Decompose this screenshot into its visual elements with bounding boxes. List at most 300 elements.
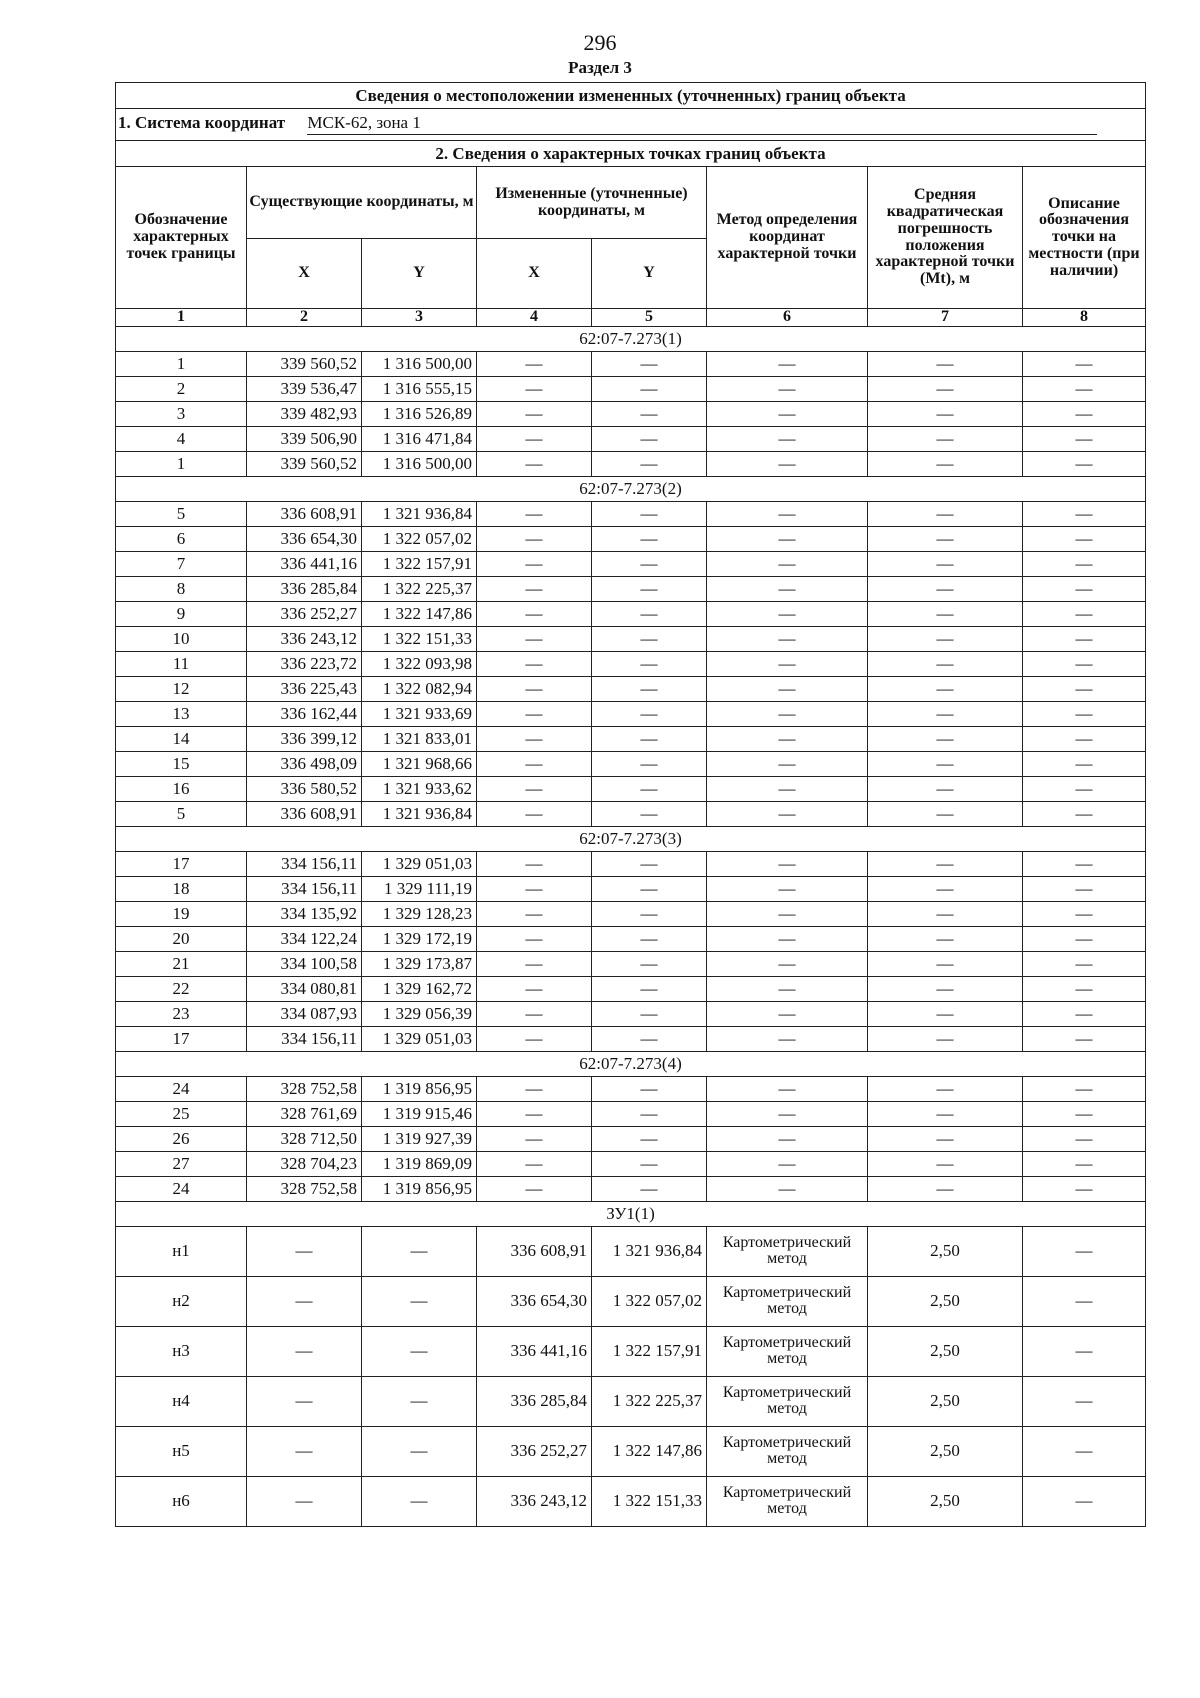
dash-cell: — <box>477 1076 592 1101</box>
existing-y: 1 322 147,86 <box>362 601 477 626</box>
existing-y: 1 316 526,89 <box>362 401 477 426</box>
column-number: 8 <box>1023 309 1146 327</box>
existing-x: 339 560,52 <box>247 451 362 476</box>
existing-y: 1 319 856,95 <box>362 1076 477 1101</box>
dash-cell: — <box>1023 1176 1146 1201</box>
existing-y: 1 319 927,39 <box>362 1126 477 1151</box>
dash-cell: — <box>477 776 592 801</box>
existing-y: 1 319 915,46 <box>362 1101 477 1126</box>
point-id: 24 <box>116 1176 247 1201</box>
dash-cell: — <box>362 1226 477 1276</box>
existing-x: 328 752,58 <box>247 1176 362 1201</box>
existing-x: 336 223,72 <box>247 651 362 676</box>
dash-cell: — <box>592 701 707 726</box>
dash-cell: — <box>247 1326 362 1376</box>
changed-y: 1 322 057,02 <box>592 1276 707 1326</box>
point-id: 2 <box>116 376 247 401</box>
dash-cell: — <box>868 351 1023 376</box>
existing-y: 1 329 162,72 <box>362 976 477 1001</box>
dash-cell: — <box>707 551 868 576</box>
existing-y: 1 329 172,19 <box>362 926 477 951</box>
dash-cell: — <box>362 1476 477 1526</box>
point-id: 19 <box>116 901 247 926</box>
table-row <box>116 851 1146 876</box>
point-id: 9 <box>116 601 247 626</box>
point-id: н1 <box>116 1226 247 1276</box>
group-name: 62:07-7.273(4) <box>116 1051 1146 1076</box>
table-row <box>116 626 1146 651</box>
dash-cell: — <box>477 1176 592 1201</box>
dash-cell: — <box>592 901 707 926</box>
points-title: 2. Сведения о характерных точках границ объекта <box>116 141 1146 167</box>
dash-cell: — <box>1023 1076 1146 1101</box>
table-row <box>116 701 1146 726</box>
dash-cell: — <box>707 751 868 776</box>
dash-cell: — <box>592 726 707 751</box>
dash-cell: — <box>1023 951 1146 976</box>
dash-cell: — <box>477 626 592 651</box>
dash-cell: — <box>1023 976 1146 1001</box>
group-row <box>116 826 1146 851</box>
dash-cell: — <box>1023 401 1146 426</box>
dash-cell: — <box>247 1226 362 1276</box>
method: Картометрический метод <box>707 1326 868 1376</box>
group-name: 62:07-7.273(2) <box>116 476 1146 501</box>
point-id: 5 <box>116 801 247 826</box>
existing-y: 1 322 082,94 <box>362 676 477 701</box>
dash-cell: — <box>707 401 868 426</box>
dash-cell: — <box>1023 1376 1146 1426</box>
existing-x: 334 122,24 <box>247 926 362 951</box>
dash-cell: — <box>592 1026 707 1051</box>
dash-cell: — <box>707 1026 868 1051</box>
existing-x: 328 752,58 <box>247 1076 362 1101</box>
existing-x: 339 536,47 <box>247 376 362 401</box>
point-id: 15 <box>116 751 247 776</box>
table-row <box>116 601 1146 626</box>
dash-cell: — <box>477 501 592 526</box>
table-row <box>116 576 1146 601</box>
dash-cell: — <box>477 526 592 551</box>
dash-cell: — <box>707 901 868 926</box>
point-id: 11 <box>116 651 247 676</box>
header-y-existing: Y <box>362 239 477 309</box>
dash-cell: — <box>477 651 592 676</box>
table-row <box>116 526 1146 551</box>
dash-cell: — <box>592 776 707 801</box>
existing-y: 1 316 500,00 <box>362 451 477 476</box>
dash-cell: — <box>477 876 592 901</box>
dash-cell: — <box>1023 1126 1146 1151</box>
mean-error: 2,50 <box>868 1226 1023 1276</box>
page-number: 296 <box>583 30 617 55</box>
existing-x: 339 560,52 <box>247 351 362 376</box>
table-row <box>116 451 1146 476</box>
dash-cell: — <box>1023 876 1146 901</box>
header-x-existing: X <box>247 239 362 309</box>
existing-x: 336 399,12 <box>247 726 362 751</box>
table-row <box>116 751 1146 776</box>
existing-x: 336 498,09 <box>247 751 362 776</box>
header-existing-coords: Существующие координаты, м <box>247 167 477 239</box>
dash-cell: — <box>707 1001 868 1026</box>
dash-cell: — <box>707 376 868 401</box>
point-id: 23 <box>116 1001 247 1026</box>
existing-y: 1 329 051,03 <box>362 851 477 876</box>
point-id: 16 <box>116 776 247 801</box>
dash-cell: — <box>592 1151 707 1176</box>
dash-cell: — <box>1023 1226 1146 1276</box>
table-row <box>116 926 1146 951</box>
dash-cell: — <box>592 551 707 576</box>
coord-system-row <box>116 109 1146 141</box>
dash-cell: — <box>592 851 707 876</box>
table-row <box>116 651 1146 676</box>
dash-cell: — <box>247 1476 362 1526</box>
dash-cell: — <box>592 426 707 451</box>
dash-cell: — <box>477 451 592 476</box>
existing-x: 336 162,44 <box>247 701 362 726</box>
dash-cell: — <box>707 626 868 651</box>
dash-cell: — <box>592 951 707 976</box>
existing-x: 336 252,27 <box>247 601 362 626</box>
dash-cell: — <box>1023 751 1146 776</box>
dash-cell: — <box>592 576 707 601</box>
dash-cell: — <box>592 876 707 901</box>
dash-cell: — <box>707 426 868 451</box>
dash-cell: — <box>707 1101 868 1126</box>
dash-cell: — <box>868 651 1023 676</box>
group-name: ЗУ1(1) <box>116 1201 1146 1226</box>
table-row <box>116 551 1146 576</box>
dash-cell: — <box>707 651 868 676</box>
dash-cell: — <box>1023 626 1146 651</box>
changed-y: 1 322 225,37 <box>592 1376 707 1426</box>
existing-y: 1 329 056,39 <box>362 1001 477 1026</box>
existing-x: 328 761,69 <box>247 1101 362 1126</box>
dash-cell: — <box>477 976 592 1001</box>
group-name: 62:07-7.273(3) <box>116 826 1146 851</box>
changed-x: 336 654,30 <box>477 1276 592 1326</box>
dash-cell: — <box>1023 701 1146 726</box>
dash-cell: — <box>868 901 1023 926</box>
changed-x: 336 285,84 <box>477 1376 592 1426</box>
dash-cell: — <box>868 1151 1023 1176</box>
dash-cell: — <box>592 1001 707 1026</box>
dash-cell: — <box>707 576 868 601</box>
dash-cell: — <box>868 801 1023 826</box>
dash-cell: — <box>868 701 1023 726</box>
point-id: 17 <box>116 1026 247 1051</box>
dash-cell: — <box>868 626 1023 651</box>
table-row <box>116 801 1146 826</box>
dash-cell: — <box>868 1101 1023 1126</box>
dash-cell: — <box>1023 576 1146 601</box>
dash-cell: — <box>592 801 707 826</box>
point-id: 27 <box>116 1151 247 1176</box>
dash-cell: — <box>1023 1476 1146 1526</box>
dash-cell: — <box>868 426 1023 451</box>
existing-x: 336 608,91 <box>247 801 362 826</box>
dash-cell: — <box>592 751 707 776</box>
dash-cell: — <box>592 926 707 951</box>
table-row <box>116 976 1146 1001</box>
dash-cell: — <box>477 1151 592 1176</box>
dash-cell: — <box>1023 801 1146 826</box>
table-row <box>116 1126 1146 1151</box>
point-id: 8 <box>116 576 247 601</box>
dash-cell: — <box>707 601 868 626</box>
header-point-designation: Обозначение характерных точек границы <box>116 167 247 309</box>
dash-cell: — <box>477 676 592 701</box>
dash-cell: — <box>1023 1001 1146 1026</box>
existing-x: 334 100,58 <box>247 951 362 976</box>
dash-cell: — <box>1023 451 1146 476</box>
dash-cell: — <box>1023 1026 1146 1051</box>
section-title: Раздел 3 <box>568 58 632 77</box>
existing-x: 336 654,30 <box>247 526 362 551</box>
column-number: 5 <box>592 309 707 327</box>
point-id: 3 <box>116 401 247 426</box>
dash-cell: — <box>707 351 868 376</box>
changed-y: 1 322 157,91 <box>592 1326 707 1376</box>
point-id: н3 <box>116 1326 247 1376</box>
dash-cell: — <box>1023 901 1146 926</box>
dash-cell: — <box>868 401 1023 426</box>
dash-cell: — <box>868 1001 1023 1026</box>
point-id: 26 <box>116 1126 247 1151</box>
dash-cell: — <box>592 976 707 1001</box>
boundary-table <box>115 82 1146 1527</box>
table-row <box>116 901 1146 926</box>
point-id: 24 <box>116 1076 247 1101</box>
existing-y: 1 329 111,19 <box>362 876 477 901</box>
existing-x: 336 285,84 <box>247 576 362 601</box>
method: Картометрический метод <box>707 1226 868 1276</box>
method: Картометрический метод <box>707 1476 868 1526</box>
dash-cell: — <box>592 501 707 526</box>
table-title: Сведения о местоположении измененных (уточненных) границ объекта <box>116 83 1146 109</box>
dash-cell: — <box>1023 426 1146 451</box>
point-id: 6 <box>116 526 247 551</box>
dash-cell: — <box>1023 1426 1146 1476</box>
table-row <box>116 1326 1146 1376</box>
dash-cell: — <box>477 1126 592 1151</box>
coord-system-label: 1. Система координат <box>118 113 286 133</box>
point-id: 17 <box>116 851 247 876</box>
point-id: 20 <box>116 926 247 951</box>
table-row <box>116 1076 1146 1101</box>
dash-cell: — <box>868 501 1023 526</box>
dash-cell: — <box>592 651 707 676</box>
header-description: Описание обозначения точки на местности (при наличии) <box>1023 167 1146 309</box>
dash-cell: — <box>247 1376 362 1426</box>
dash-cell: — <box>707 1176 868 1201</box>
group-row <box>116 1051 1146 1076</box>
dash-cell: — <box>247 1426 362 1476</box>
dash-cell: — <box>477 601 592 626</box>
dash-cell: — <box>868 926 1023 951</box>
existing-y: 1 321 933,69 <box>362 701 477 726</box>
dash-cell: — <box>1023 926 1146 951</box>
table-row <box>116 1476 1146 1526</box>
existing-x: 334 080,81 <box>247 976 362 1001</box>
existing-x: 336 608,91 <box>247 501 362 526</box>
method: Картометрический метод <box>707 1426 868 1476</box>
dash-cell: — <box>1023 1276 1146 1326</box>
dash-cell: — <box>477 801 592 826</box>
dash-cell: — <box>362 1276 477 1326</box>
changed-x: 336 441,16 <box>477 1326 592 1376</box>
existing-y: 1 321 936,84 <box>362 501 477 526</box>
header-method: Метод определения координат характерной точки <box>707 167 868 309</box>
coord-system-value: МСК-62, зона 1 <box>307 114 1097 135</box>
existing-x: 334 135,92 <box>247 901 362 926</box>
group-row <box>116 1201 1146 1226</box>
point-id: 10 <box>116 626 247 651</box>
point-id: 5 <box>116 501 247 526</box>
existing-x: 339 482,93 <box>247 401 362 426</box>
table-row <box>116 876 1146 901</box>
table-row <box>116 951 1146 976</box>
point-id: 7 <box>116 551 247 576</box>
dash-cell: — <box>868 851 1023 876</box>
dash-cell: — <box>1023 501 1146 526</box>
existing-y: 1 322 225,37 <box>362 576 477 601</box>
table-row <box>116 1276 1146 1326</box>
existing-x: 336 243,12 <box>247 626 362 651</box>
point-id: 18 <box>116 876 247 901</box>
existing-y: 1 316 555,15 <box>362 376 477 401</box>
dash-cell: — <box>592 1076 707 1101</box>
dash-cell: — <box>1023 1151 1146 1176</box>
dash-cell: — <box>707 526 868 551</box>
table-row <box>116 1226 1146 1276</box>
dash-cell: — <box>707 501 868 526</box>
group-name: 62:07-7.273(1) <box>116 326 1146 351</box>
column-number-row <box>116 309 1146 327</box>
dash-cell: — <box>592 1176 707 1201</box>
dash-cell: — <box>477 951 592 976</box>
dash-cell: — <box>592 1101 707 1126</box>
dash-cell: — <box>707 451 868 476</box>
table-row <box>116 1101 1146 1126</box>
point-id: 21 <box>116 951 247 976</box>
dash-cell: — <box>477 926 592 951</box>
existing-y: 1 321 933,62 <box>362 776 477 801</box>
dash-cell: — <box>707 701 868 726</box>
table-row <box>116 1426 1146 1476</box>
dash-cell: — <box>707 776 868 801</box>
method: Картометрический метод <box>707 1376 868 1426</box>
dash-cell: — <box>707 1076 868 1101</box>
dash-cell: — <box>707 951 868 976</box>
dash-cell: — <box>868 526 1023 551</box>
dash-cell: — <box>592 1126 707 1151</box>
table-row <box>116 1001 1146 1026</box>
dash-cell: — <box>592 376 707 401</box>
mean-error: 2,50 <box>868 1326 1023 1376</box>
table-row <box>116 1151 1146 1176</box>
dash-cell: — <box>707 851 868 876</box>
header-x-changed: X <box>477 239 592 309</box>
dash-cell: — <box>477 401 592 426</box>
dash-cell: — <box>477 751 592 776</box>
dash-cell: — <box>868 376 1023 401</box>
dash-cell: — <box>477 901 592 926</box>
point-id: 1 <box>116 451 247 476</box>
dash-cell: — <box>868 951 1023 976</box>
dash-cell: — <box>868 751 1023 776</box>
existing-x: 334 156,11 <box>247 851 362 876</box>
existing-x: 336 580,52 <box>247 776 362 801</box>
dash-cell: — <box>1023 651 1146 676</box>
point-id: 13 <box>116 701 247 726</box>
dash-cell: — <box>707 926 868 951</box>
dash-cell: — <box>592 401 707 426</box>
point-id: 1 <box>116 351 247 376</box>
existing-y: 1 319 856,95 <box>362 1176 477 1201</box>
existing-y: 1 322 157,91 <box>362 551 477 576</box>
dash-cell: — <box>707 1126 868 1151</box>
table-row <box>116 1176 1146 1201</box>
dash-cell: — <box>592 526 707 551</box>
table-row <box>116 501 1146 526</box>
existing-y: 1 322 151,33 <box>362 626 477 651</box>
point-id: 4 <box>116 426 247 451</box>
dash-cell: — <box>362 1426 477 1476</box>
dash-cell: — <box>868 776 1023 801</box>
existing-y: 1 322 093,98 <box>362 651 477 676</box>
point-id: н5 <box>116 1426 247 1476</box>
dash-cell: — <box>868 601 1023 626</box>
dash-cell: — <box>868 976 1023 1001</box>
dash-cell: — <box>1023 551 1146 576</box>
table-row <box>116 1026 1146 1051</box>
column-number: 6 <box>707 309 868 327</box>
dash-cell: — <box>477 1001 592 1026</box>
mean-error: 2,50 <box>868 1476 1023 1526</box>
dash-cell: — <box>477 551 592 576</box>
dash-cell: — <box>868 1126 1023 1151</box>
dash-cell: — <box>477 351 592 376</box>
dash-cell: — <box>1023 776 1146 801</box>
dash-cell: — <box>868 676 1023 701</box>
dash-cell: — <box>592 676 707 701</box>
column-number: 3 <box>362 309 477 327</box>
point-id: н2 <box>116 1276 247 1326</box>
column-number: 2 <box>247 309 362 327</box>
point-id: 22 <box>116 976 247 1001</box>
mean-error: 2,50 <box>868 1276 1023 1326</box>
dash-cell: — <box>868 576 1023 601</box>
changed-x: 336 243,12 <box>477 1476 592 1526</box>
dash-cell: — <box>1023 851 1146 876</box>
existing-x: 334 156,11 <box>247 1026 362 1051</box>
dash-cell: — <box>868 876 1023 901</box>
changed-y: 1 322 147,86 <box>592 1426 707 1476</box>
existing-y: 1 316 471,84 <box>362 426 477 451</box>
table-row <box>116 1376 1146 1426</box>
dash-cell: — <box>1023 1326 1146 1376</box>
dash-cell: — <box>592 601 707 626</box>
existing-y: 1 321 968,66 <box>362 751 477 776</box>
dash-cell: — <box>707 976 868 1001</box>
point-id: 12 <box>116 676 247 701</box>
existing-y: 1 321 936,84 <box>362 801 477 826</box>
dash-cell: — <box>1023 351 1146 376</box>
changed-y: 1 321 936,84 <box>592 1226 707 1276</box>
